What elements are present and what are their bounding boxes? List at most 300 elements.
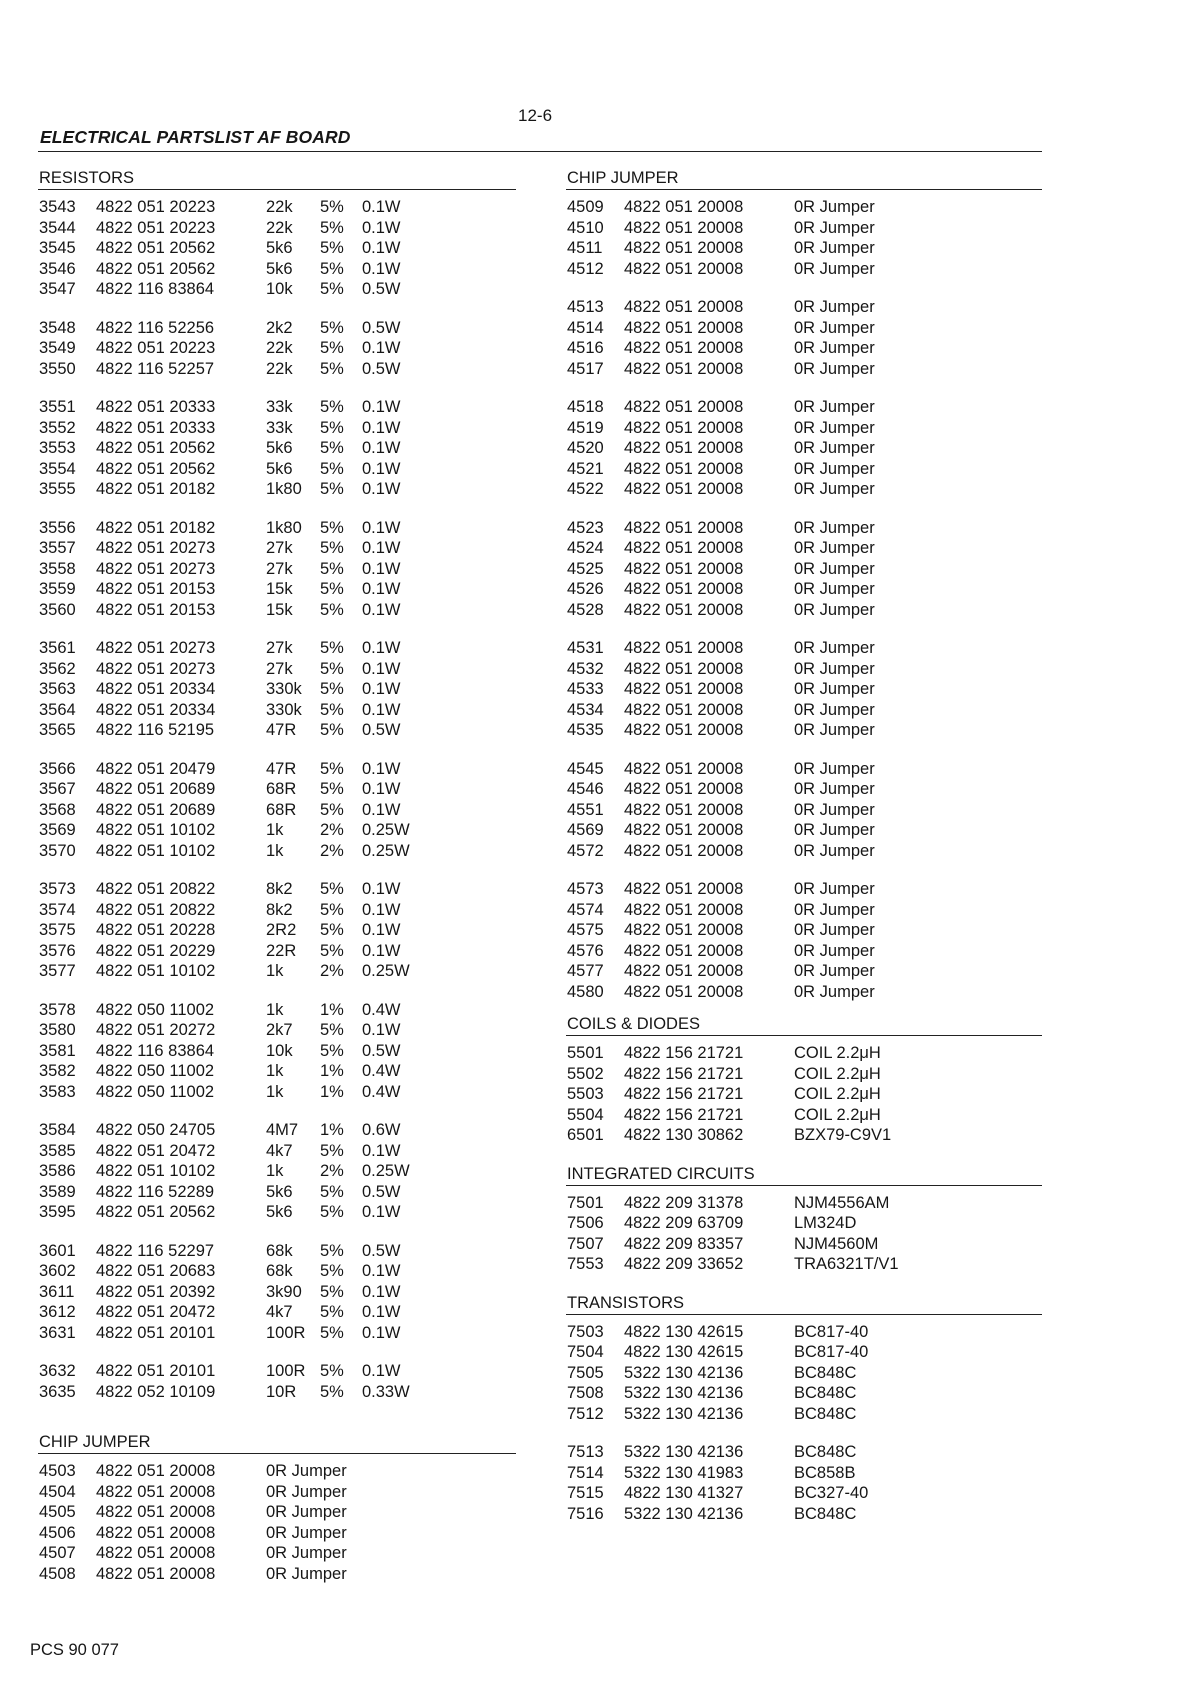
part-row [566, 679, 1042, 700]
transistors-list [566, 1322, 1042, 1525]
tolerance: 5% [320, 418, 344, 437]
resistance-value: 4k7 [266, 1141, 293, 1160]
ref-designator: 3580 [39, 1021, 76, 1039]
part-description: 0R Jumper [794, 239, 875, 257]
document-code: PCS 90 077 [30, 1641, 119, 1659]
resistance-value: 5k6 [266, 439, 293, 457]
right-column [566, 168, 1042, 1542]
ref-designator: 4503 [39, 1462, 76, 1480]
part-number: 4822 051 20008 [624, 318, 744, 337]
integrated-circuits-section [566, 1164, 1042, 1275]
part-number: 4822 051 20008 [96, 1462, 216, 1480]
part-number: 4822 051 20334 [96, 680, 216, 698]
power-rating: 0.1W [362, 1262, 401, 1280]
part-number: 4822 130 42615 [624, 1343, 744, 1361]
part-description: 0R Jumper [794, 580, 875, 598]
tolerance: 5% [320, 659, 344, 678]
tolerance: 2% [320, 962, 344, 980]
part-row [566, 1254, 1042, 1275]
part-row [566, 238, 1042, 259]
transistors-section [566, 1293, 1042, 1525]
resistance-value: 1k80 [266, 480, 302, 498]
ref-designator: 3551 [39, 398, 76, 416]
chip-jumper-right-section [566, 168, 1042, 1002]
power-rating: 0.1W [362, 459, 401, 478]
part-row [38, 1482, 516, 1503]
resistance-value: 5k6 [266, 239, 293, 257]
ref-designator: 4512 [567, 259, 604, 278]
part-description: 0R Jumper [794, 821, 875, 839]
ref-designator: 3553 [39, 439, 76, 457]
part-description: 0R Jumper [794, 600, 875, 619]
part-row [566, 1404, 1042, 1425]
part-row [566, 1322, 1042, 1343]
row-group [566, 197, 1042, 279]
part-description: 0R Jumper [266, 1564, 347, 1583]
power-rating: 0.25W [362, 1162, 410, 1180]
part-description: COIL 2.2μH [794, 1105, 881, 1124]
power-rating: 0.1W [362, 1141, 401, 1160]
part-description: 0R Jumper [794, 780, 875, 798]
part-row [38, 1523, 516, 1544]
part-row [38, 279, 516, 300]
part-number: 4822 116 52195 [96, 721, 215, 739]
tolerance: 5% [320, 1241, 344, 1260]
part-number: 4822 051 20008 [96, 1482, 216, 1501]
power-rating: 0.1W [362, 259, 401, 278]
ref-designator: 3573 [39, 880, 76, 898]
part-row [566, 418, 1042, 439]
ref-designator: 4572 [567, 841, 604, 860]
part-number: 4822 052 10109 [96, 1382, 216, 1401]
tolerance: 5% [320, 518, 344, 537]
resistance-value: 2k7 [266, 1021, 293, 1039]
power-rating: 0.1W [362, 580, 401, 598]
tolerance: 5% [320, 1041, 344, 1060]
coils-diodes-section [566, 1014, 1042, 1146]
ref-designator: 4511 [567, 239, 603, 257]
part-number: 4822 051 20562 [96, 259, 216, 278]
part-number: 4822 156 21721 [624, 1064, 744, 1083]
ref-designator: 4576 [567, 941, 604, 960]
part-number: 4822 050 11002 [96, 1082, 215, 1101]
part-row [566, 259, 1042, 280]
part-row [38, 1161, 516, 1182]
ref-designator: 3545 [39, 239, 76, 257]
tolerance: 5% [320, 359, 344, 378]
ref-designator: 5502 [567, 1064, 604, 1083]
ref-designator: 3574 [39, 900, 76, 919]
part-number: 4822 051 10102 [96, 821, 216, 839]
part-row [566, 1193, 1042, 1214]
part-number: 4822 051 20228 [96, 921, 216, 939]
tolerance: 5% [320, 1021, 344, 1039]
row-group [38, 1000, 516, 1103]
ref-designator: 4516 [567, 339, 604, 357]
part-number: 4822 051 20229 [96, 941, 216, 960]
part-number: 4822 051 20008 [624, 580, 744, 598]
resistance-value: 27k [266, 539, 293, 557]
ref-designator: 4569 [567, 821, 604, 839]
resistance-value: 4k7 [266, 1303, 293, 1321]
part-number: 4822 051 20392 [96, 1282, 216, 1301]
resistance-value: 330k [266, 680, 302, 698]
part-row [566, 1064, 1042, 1085]
part-number: 4822 051 20008 [96, 1503, 216, 1521]
ref-designator: 4519 [567, 418, 604, 437]
part-row [566, 879, 1042, 900]
part-description: 0R Jumper [794, 982, 875, 1001]
power-rating: 0.1W [362, 218, 401, 237]
part-row [38, 779, 516, 800]
part-description: COIL 2.2μH [794, 1085, 881, 1103]
resistors-list [38, 197, 516, 1402]
part-number: 4822 156 21721 [624, 1044, 744, 1062]
tolerance: 5% [320, 198, 344, 216]
power-rating: 0.1W [362, 1362, 401, 1380]
tolerance: 1% [320, 1082, 344, 1101]
part-description: 0R Jumper [794, 900, 875, 919]
part-row [38, 920, 516, 941]
resistance-value: 33k [266, 398, 293, 416]
row-group [38, 1461, 516, 1584]
resistance-value: 33k [266, 418, 293, 437]
part-row [38, 218, 516, 239]
part-row [566, 720, 1042, 741]
power-rating: 0.1W [362, 900, 401, 919]
ref-designator: 4522 [567, 480, 604, 498]
ref-designator: 3577 [39, 962, 76, 980]
resistance-value: 330k [266, 700, 302, 719]
ref-designator: 3581 [39, 1041, 76, 1060]
ref-designator: 7507 [567, 1234, 604, 1253]
ref-designator: 4524 [567, 539, 604, 557]
part-description: 0R Jumper [794, 921, 875, 939]
part-number: 4822 051 10102 [96, 841, 216, 860]
part-number: 4822 051 20153 [96, 600, 216, 619]
power-rating: 0.1W [362, 880, 401, 898]
ref-designator: 4545 [567, 759, 604, 778]
row-group [38, 518, 516, 621]
tolerance: 5% [320, 1262, 344, 1280]
part-row [38, 879, 516, 900]
part-row [566, 359, 1042, 380]
part-number: 4822 051 20562 [96, 439, 216, 457]
tolerance: 5% [320, 880, 344, 898]
ref-designator: 3564 [39, 700, 76, 719]
power-rating: 0.1W [362, 1282, 401, 1301]
part-row [566, 1463, 1042, 1484]
part-number: 4822 051 20008 [96, 1544, 216, 1562]
ref-designator: 3595 [39, 1203, 76, 1221]
resistance-value: 4M7 [266, 1121, 299, 1139]
ref-designator: 3601 [39, 1241, 76, 1260]
resistance-value: 27k [266, 559, 293, 578]
part-row [566, 1483, 1042, 1504]
resistance-value: 68k [266, 1262, 293, 1280]
tolerance: 5% [320, 459, 344, 478]
part-description: BC848C [794, 1363, 857, 1382]
part-number: 4822 051 10102 [96, 962, 216, 980]
part-row [38, 338, 516, 359]
ref-designator: 3544 [39, 218, 76, 237]
ref-designator: 4533 [567, 680, 604, 698]
part-row [38, 841, 516, 862]
ref-designator: 7514 [567, 1463, 604, 1482]
part-row [566, 941, 1042, 962]
tolerance: 5% [320, 921, 344, 939]
resistance-value: 1k [266, 1000, 284, 1019]
part-description: NJM4560M [794, 1234, 879, 1253]
part-description: BC327-40 [794, 1484, 869, 1502]
row-group [566, 1193, 1042, 1275]
part-row [566, 579, 1042, 600]
ref-designator: 3589 [39, 1182, 76, 1201]
resistance-value: 10k [266, 1041, 293, 1060]
resistance-value: 1k [266, 1062, 284, 1080]
part-row [38, 1041, 516, 1062]
part-row [38, 900, 516, 921]
part-row [38, 1323, 516, 1344]
tolerance: 5% [320, 1141, 344, 1160]
part-number: 4822 116 52289 [96, 1182, 215, 1201]
ref-designator: 3632 [39, 1362, 76, 1380]
resistance-value: 22k [266, 339, 293, 357]
tolerance: 5% [320, 259, 344, 278]
ref-designator: 3562 [39, 659, 76, 678]
ref-designator: 7504 [567, 1343, 604, 1361]
part-number: 4822 051 20008 [624, 721, 744, 739]
part-row [38, 1502, 516, 1523]
ref-designator: 7553 [567, 1255, 604, 1273]
part-row [566, 900, 1042, 921]
power-rating: 0.1W [362, 1323, 401, 1342]
power-rating: 0.1W [362, 759, 401, 778]
chip-jumper-right-list [566, 197, 1042, 1002]
part-number: 4822 051 20223 [96, 198, 216, 216]
row-group [566, 397, 1042, 500]
resistance-value: 1k [266, 962, 284, 980]
power-rating: 0.1W [362, 539, 401, 557]
resistance-value: 22R [266, 941, 297, 960]
ref-designator: 3547 [39, 280, 76, 298]
part-row [566, 1084, 1042, 1105]
part-number: 4822 051 20223 [96, 218, 216, 237]
resistance-value: 15k [266, 580, 293, 598]
part-row [38, 359, 516, 380]
ref-designator: 4573 [567, 880, 604, 898]
part-description: 0R Jumper [794, 480, 875, 498]
part-row [38, 1182, 516, 1203]
row-group [566, 638, 1042, 741]
part-row [566, 197, 1042, 218]
ref-designator: 3543 [39, 198, 76, 216]
part-number: 4822 051 20008 [624, 821, 744, 839]
part-row [38, 700, 516, 721]
part-number: 4822 156 21721 [624, 1085, 744, 1103]
tolerance: 5% [320, 580, 344, 598]
power-rating: 0.1W [362, 680, 401, 698]
part-row [566, 600, 1042, 621]
ref-designator: 4506 [39, 1523, 76, 1542]
ref-designator: 4518 [567, 398, 604, 416]
part-number: 4822 051 20822 [96, 900, 216, 919]
part-row [38, 1061, 516, 1082]
part-description: 0R Jumper [794, 439, 875, 457]
part-description: NJM4556AM [794, 1193, 890, 1212]
power-rating: 0.1W [362, 921, 401, 939]
tolerance: 5% [320, 941, 344, 960]
part-description: 0R Jumper [266, 1523, 347, 1542]
chip-jumper-right-heading: CHIP JUMPER [566, 168, 1042, 190]
part-number: 4822 130 41327 [624, 1484, 744, 1502]
part-number: 4822 051 20008 [624, 780, 744, 798]
part-row [38, 1000, 516, 1021]
part-number: 4822 051 20008 [624, 398, 744, 416]
tolerance: 5% [320, 759, 344, 778]
ref-designator: 4526 [567, 580, 604, 598]
part-number: 4822 051 20008 [624, 921, 744, 939]
power-rating: 0.1W [362, 398, 401, 416]
part-number: 4822 051 20689 [96, 780, 216, 798]
part-number: 4822 051 20008 [624, 759, 744, 778]
part-row [38, 459, 516, 480]
ref-designator: 3554 [39, 459, 76, 478]
part-number: 4822 051 20008 [624, 298, 744, 316]
tolerance: 2% [320, 841, 344, 860]
part-number: 4822 051 20008 [624, 418, 744, 437]
power-rating: 0.1W [362, 418, 401, 437]
ref-designator: 7506 [567, 1214, 604, 1232]
part-number: 4822 116 52256 [96, 318, 215, 337]
part-description: 0R Jumper [794, 559, 875, 578]
power-rating: 0.1W [362, 659, 401, 678]
part-number: 4822 051 20008 [624, 359, 744, 378]
part-description: 0R Jumper [794, 880, 875, 898]
ref-designator: 3566 [39, 759, 76, 778]
ref-designator: 3570 [39, 841, 76, 860]
part-number: 4822 051 20153 [96, 580, 216, 598]
part-row [38, 961, 516, 982]
tolerance: 2% [320, 821, 344, 839]
part-row [566, 1383, 1042, 1404]
tolerance: 5% [320, 680, 344, 698]
part-number: 4822 051 20008 [624, 539, 744, 557]
resistance-value: 1k [266, 841, 284, 860]
part-number: 4822 051 20008 [624, 841, 744, 860]
ref-designator: 7501 [567, 1193, 604, 1212]
part-description: BC817-40 [794, 1343, 869, 1361]
chip-jumper-left-heading: CHIP JUMPER [38, 1432, 516, 1454]
ref-designator: 3549 [39, 339, 76, 357]
chip-jumper-left-list [38, 1461, 516, 1584]
power-rating: 0.1W [362, 518, 401, 537]
integrated-circuits-heading: INTEGRATED CIRCUITS [566, 1164, 1042, 1186]
ref-designator: 4510 [567, 218, 604, 237]
ref-designator: 3546 [39, 259, 76, 278]
ref-designator: 4523 [567, 518, 604, 537]
part-number: 5322 130 42136 [624, 1384, 744, 1402]
part-row [566, 800, 1042, 821]
part-row [38, 559, 516, 580]
power-rating: 0.5W [362, 721, 401, 739]
part-row [566, 700, 1042, 721]
part-number: 4822 051 20683 [96, 1262, 216, 1280]
part-number: 4822 051 20008 [624, 880, 744, 898]
ref-designator: 3561 [39, 639, 76, 657]
tolerance: 1% [320, 1000, 344, 1019]
part-number: 4822 051 20334 [96, 700, 216, 719]
part-number: 4822 051 20333 [96, 398, 216, 416]
ref-designator: 6501 [567, 1126, 604, 1144]
tolerance: 5% [320, 900, 344, 919]
tolerance: 5% [320, 1282, 344, 1301]
page-number: 12-6 [518, 106, 553, 125]
part-number: 5322 130 42136 [624, 1404, 744, 1423]
part-number: 4822 051 20008 [624, 900, 744, 919]
part-number: 4822 051 20008 [624, 680, 744, 698]
part-row [566, 559, 1042, 580]
resistance-value: 47R [266, 759, 297, 778]
coils-diodes-list [566, 1043, 1042, 1146]
ref-designator: 3578 [39, 1000, 76, 1019]
part-description: 0R Jumper [794, 539, 875, 557]
row-group [566, 518, 1042, 621]
row-group [566, 1322, 1042, 1425]
part-row [566, 779, 1042, 800]
power-rating: 0.5W [362, 1041, 401, 1060]
part-number: 4822 051 20008 [624, 518, 744, 537]
part-row [38, 1543, 516, 1564]
part-number: 5322 130 42136 [624, 1504, 744, 1523]
part-row [38, 238, 516, 259]
resistance-value: 8k2 [266, 900, 293, 919]
part-number: 4822 051 20008 [624, 439, 744, 457]
part-row [566, 982, 1042, 1003]
tolerance: 5% [320, 1182, 344, 1201]
part-number: 4822 051 20182 [96, 518, 216, 537]
part-number: 4822 116 83864 [96, 280, 215, 298]
ref-designator: 3556 [39, 518, 76, 537]
part-description: 0R Jumper [794, 700, 875, 719]
power-rating: 0.5W [362, 1241, 401, 1260]
part-row [38, 397, 516, 418]
part-number: 4822 051 20008 [624, 982, 744, 1001]
part-number: 4822 051 20273 [96, 639, 216, 657]
part-row [566, 1342, 1042, 1363]
part-number: 4822 051 20008 [624, 480, 744, 498]
part-number: 4822 051 20008 [624, 659, 744, 678]
part-row [566, 538, 1042, 559]
part-row [566, 338, 1042, 359]
tolerance: 5% [320, 1382, 344, 1401]
part-row [566, 1105, 1042, 1126]
row-group [566, 297, 1042, 379]
tolerance: 5% [320, 480, 344, 498]
row-group [38, 1361, 516, 1402]
part-description: BC848C [794, 1384, 857, 1402]
part-description: 0R Jumper [794, 941, 875, 960]
ref-designator: 3611 [39, 1282, 75, 1301]
part-description: 0R Jumper [794, 259, 875, 278]
ref-designator: 4521 [567, 459, 604, 478]
resistance-value: 1k [266, 821, 284, 839]
ref-designator: 4546 [567, 780, 604, 798]
part-number: 4822 051 20562 [96, 1203, 216, 1221]
ref-designator: 3582 [39, 1062, 76, 1080]
power-rating: 0.33W [362, 1382, 410, 1401]
part-row [38, 820, 516, 841]
